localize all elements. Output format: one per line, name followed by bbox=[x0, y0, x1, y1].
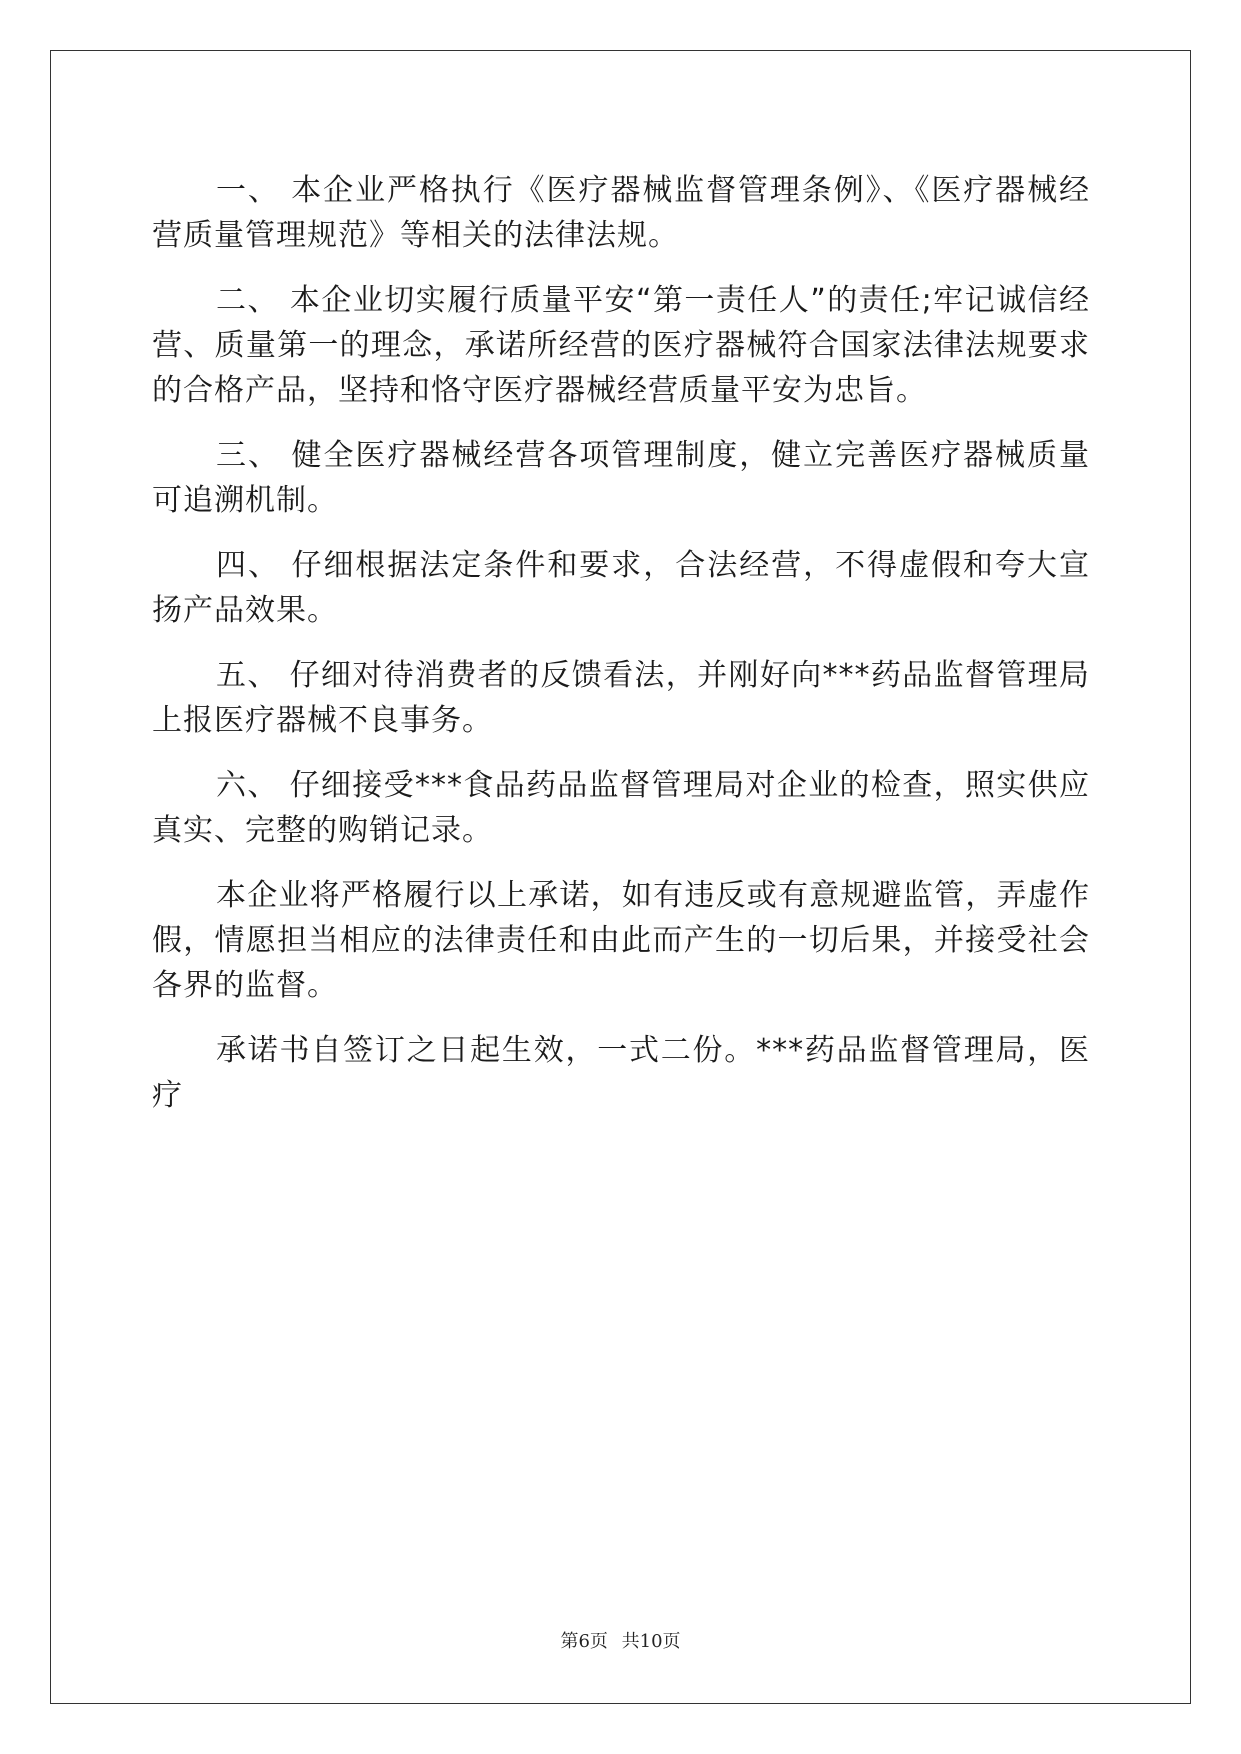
paragraph-1: 一、 本企业严格执行《医疗器械监督管理条例》、《医疗器械经营质量管理规范》等相关的法律法规。 bbox=[152, 173, 1090, 253]
paragraph-7: 本企业将严格履行以上承诺，如有违反或有意规避监管，弄虚作假，情愿担当相应的法律责任和由此而产生的一切后果，并接受社会各界的监督。 bbox=[152, 878, 1090, 1003]
page-footer bbox=[0, 1627, 1241, 1653]
paragraph-4: 四、 仔细根据法定条件和要求，合法经营，不得虚假和夸大宣扬产品效果。 bbox=[152, 548, 1090, 628]
page-number-total: 共10页 bbox=[621, 1631, 681, 1652]
paragraph-6: 六、 仔细接受***食品药品监督管理局对企业的检查，照实供应真实、完整的购销记录。 bbox=[152, 768, 1090, 848]
document-body bbox=[152, 158, 1090, 1128]
paragraph-2: 二、 本企业切实履行质量平安“第一责任人”的责任;牢记诚信经营、质量第一的理念，承诺所经营的医疗器械符合国家法律法规要求的合格产品，坚持和恪守医疗器械经营质量平安为忠旨。 bbox=[152, 283, 1090, 408]
paragraph-5: 五、 仔细对待消费者的反馈看法，并刚好向***药品监督管理局上报医疗器械不良事务。 bbox=[152, 658, 1090, 738]
paragraph-8: 承诺书自签订之日起生效，一式二份。***药品监督管理局，医疗 bbox=[152, 1033, 1090, 1113]
paragraph-3: 三、 健全医疗器械经营各项管理制度，健立完善医疗器械质量可追溯机制。 bbox=[152, 438, 1090, 518]
page-number-current: 第6页 bbox=[560, 1631, 608, 1652]
